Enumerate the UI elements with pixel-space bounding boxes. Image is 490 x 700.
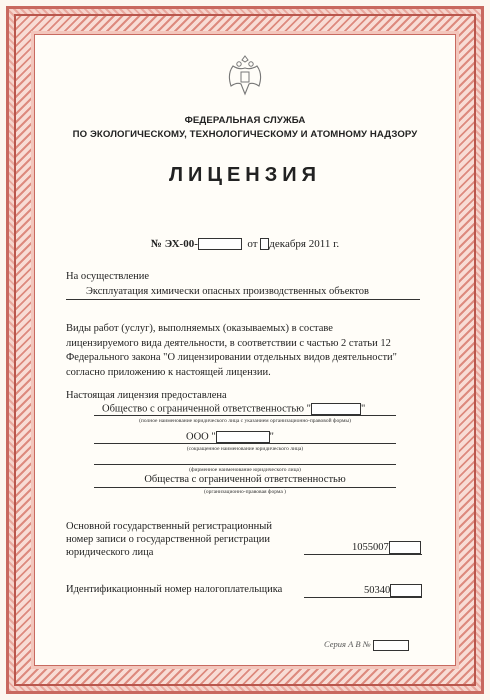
inn-value-text: 50340 (364, 584, 391, 596)
holder-short-name-text: ООО " (186, 431, 216, 443)
holder-short-name-end: " (269, 431, 274, 443)
works-text-line-4: согласно приложению к настоящей лицензии. (66, 366, 271, 378)
full-name-underline (94, 415, 396, 416)
ogrn-underline (304, 554, 422, 555)
ogrn-label (66, 520, 272, 559)
redacted-series (373, 640, 409, 651)
document-title: ЛИЦЕНЗИЯ (168, 164, 322, 186)
inn-value (364, 584, 422, 597)
works-text (66, 322, 426, 380)
redacted-number (198, 238, 242, 250)
activity-value: Эксплуатация химически опасных производственных объектов (86, 286, 370, 297)
redacted-short-name (216, 431, 270, 443)
series-number (324, 639, 409, 651)
firm-name-underline (94, 464, 396, 465)
legal-form-underline (94, 487, 396, 488)
firm-name-caption: (фирменное наименование юридического лица) (189, 467, 301, 473)
ogrn-value-text: 1055007 (352, 541, 389, 553)
agency-name (34, 114, 456, 142)
license-number-prefix: № ЭХ-00- (150, 238, 198, 250)
full-name-caption: (полное наименование юридического лица с указанием организационно-правовой формы) (139, 418, 351, 424)
ogrn-label-line-3: юридического лица (66, 547, 154, 558)
works-text-line-1: Виды работ (услуг), выполняемых (оказываемых) в составе (66, 323, 333, 334)
inn-label: Идентификационный номер налогоплательщика (66, 584, 283, 595)
series-label: Серия А В № (324, 639, 371, 649)
inn-underline (304, 597, 422, 598)
coat-of-arms-icon (225, 52, 265, 102)
holder-full-name-end: " (360, 403, 366, 415)
holder-full-name (102, 403, 365, 415)
works-text-line-2: лицензируемого вида деятельности, в соответствии с частью 2 статьи 12 (66, 337, 391, 349)
agency-line-2: ПО ЭКОЛОГИЧЕСКОМУ, ТЕХНОЛОГИЧЕСКОМУ И АТОМНОМУ НАДЗОРУ (72, 129, 418, 140)
ogrn-label-line-1: Основной государственный регистрационный (66, 521, 272, 532)
works-text-line-3: Федерального закона "О лицензировании отдельных видов деятельности" (66, 352, 397, 363)
license-number (34, 238, 456, 250)
redacted-inn (390, 584, 422, 597)
short-name-underline (94, 443, 396, 444)
ogrn-label-line-2: номер записи о государственной регистрации (66, 534, 270, 545)
legal-form-caption: (организационно-правовая форма ) (203, 489, 287, 495)
holder-full-name-text: Общество с ограниченной ответственностью " (102, 403, 311, 415)
redacted-company-name (311, 403, 361, 415)
short-name-caption: (сокращенное наименование юридического лица) (186, 446, 304, 452)
redacted-ogrn (389, 541, 421, 554)
redacted-day (260, 238, 269, 250)
legal-form: Общества с ограниченной ответственностью (144, 474, 346, 485)
activity-underline (66, 299, 420, 300)
holder-label: Настоящая лицензия предоставлена (66, 390, 227, 401)
license-date-from: от (247, 238, 258, 250)
holder-short-name (186, 431, 274, 443)
license-date: декабря 2011 г. (269, 238, 340, 250)
activity-label: На осуществление (66, 271, 150, 282)
ogrn-value (352, 541, 421, 554)
agency-line-1: ФЕДЕРАЛЬНАЯ СЛУЖБА (184, 115, 306, 126)
